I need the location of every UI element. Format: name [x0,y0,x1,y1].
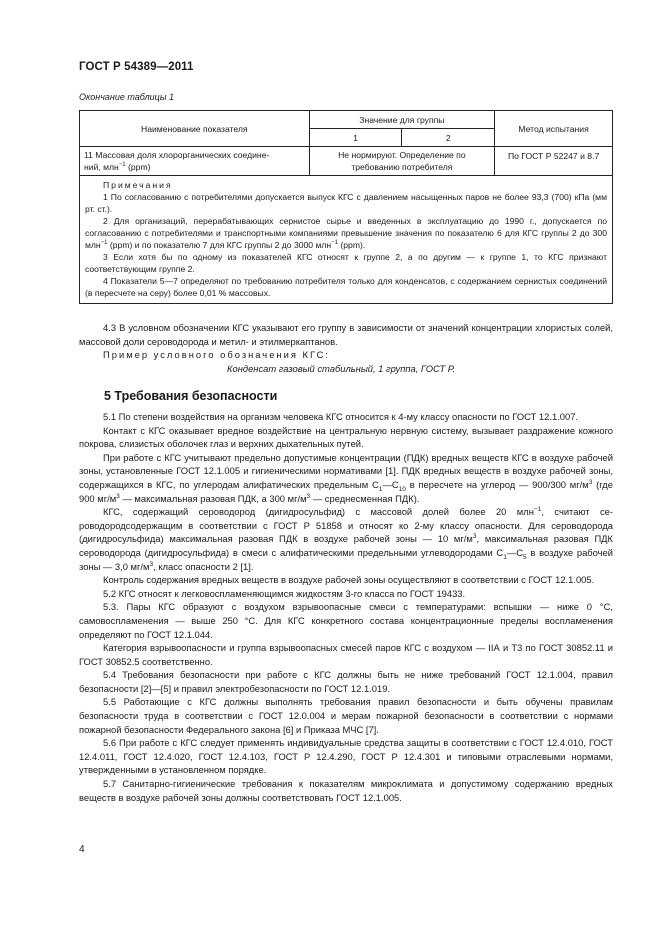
row-11-name: 11 Массовая доля хлорорганических соедине- ний, млн$^{-1}$ (ppm) [80,147,310,176]
paragraph-h2s: КГС, содержащий сероводород (дигидросульфид) с массовой долей более 20 млн$^{-1}$, считают сероводородсодержащим в соответствии с ГОСТ Р 51858 и относят ко 2-му классу опасности. Для сероводорода (дигидросульфида) максимальная разовая ПДК в воздухе рабочей зоны — 10 $мг/м^3$, максимальная разовая ПДК сероводорода (дигидросульфида) в смеси с алифатическими предельными углеводородами $С_1—С_5$ в воздухе рабочей зоны — 3,0 $мг/м^3$, класс опасности 2 [1]. [79,506,614,572]
paragraph-5-6: 5.6 При работе с КГС следует применять индивидуальные средства защиты в соответствии с ГОСТ 12.4.010, ГОСТ 12.4.011, ГОСТ 12.4.020, ГОСТ 12.4.103, ГОСТ Р 12.4.290, ГОСТ Р 12.4.301 и типовыми отраслевыми нормами, утвержденными в установленном порядке. [79,737,613,776]
notes-row [80,176,613,304]
paragraph-contact: Контакт с КГС оказывает вредное воздействие на центральную нервную систему, вызывает раздражение кожного покрова, слизистых оболочек глаз и верхних дыхательных путей. [79,424,613,450]
note-2: 2 Для организаций, перерабатывающих сернистое сырье и введенных в эксплуатацию до 1990 г., допускается по согласованию с потребителями и транспортными компаниями превышение значения по показателю 6 для КГС группы 2 до 300 млн$^{-1}$ (ppm) и по показателю 7 для КГС группы 2 до 3000 млн$^{-1}$ (ppm). [85,216,607,250]
note-4: 4 Показатели 5—7 определяют по требованию потребителя только для конденсатов, с содержанием сернистых соединений (в пересчете на серу) более 0,01 % массовых. [85,276,607,298]
note-1: 1 По согласованию с потребителями допускается выпуск КГС с давлением насыщенных паров не более 93,3 (700) кПа (мм рт. ст.). [85,192,607,214]
row-11-method: По ГОСТ Р 52247 и 8.7 [495,147,613,176]
paragraph-5-3: 5.3. Пары КГС образуют с воздухом взрывоопасные смеси с температурами: вспышки — ниже 0 °С, самовоспламенения — выше 250 °С. Для КГС конкретного состава концентрационные пределы воспламенения определяют по ГОСТ 12.1.044. [79,601,613,640]
col-header-group-1: 1 [309,129,402,147]
document-header: ГОСТ Р 54389—2011 [79,61,194,73]
paragraph-category: Категория взрывоопасности и группа взрывоопасных смесей паров КГС с воздухом — IIА и Т3 по ГОСТ 30852.11 и ГОСТ 30852.5 соответственно. [79,642,613,667]
section-5-body [79,410,613,804]
indicators-table [79,110,613,304]
paragraph-pdk: При работе с КГС учитывают предельно допустимые концентрации (ПДК) вредных веществ КГС в воздухе рабочей зоны, установленные ГОСТ 12.1.005 и гигиеническими нормативами [1]. ПДК вредных веществ в воздухе рабочей зоны, содержащихся в КГС, по углеродам алифатических предельным $С_1—С_{10}$ в пересчете на углерод — 900/300 $мг/м^3$ (где 900 $мг/м^3$ — максимальная разовая ПДК, а 300 $мг/м^3$ — среднесменная ПДК). [79,451,613,504]
example-label: Пример условного обозначения КГС: [103,349,330,361]
section-4-3 [79,321,613,375]
paragraph-control: Контроль содержания вредных веществ в воздухе рабочей зоны осуществляют в соответствии с ГОСТ 12.1.005. [103,574,595,586]
col-header-value: Значение для группы [309,111,495,129]
table-caption: Окончание таблицы 1 [79,92,174,102]
paragraph-5-4: 5.4 Требования безопасности при работе с КГС должны быть не ниже требований ГОСТ 12.1.004, правил безопасности [2]—[5] и правил электробезопасности по ГОСТ 12.1.019. [79,669,613,694]
col-header-name: Наименование показателя [80,111,310,147]
table-row [80,147,613,176]
paragraph-4-3: 4.3 В условном обозначении КГС указывают его группу в зависимости от значений концентрации хлористых солей, массовой доли сероводорода и метил- и этилмеркаптанов. [79,322,613,347]
example-text: Конденсат газовый стабильный, 1 группа, ГОСТ Р. [227,362,456,374]
row-11-value: Не нормируют. Определение по требованию потребителя [309,147,495,176]
paragraph-5-5: 5.5 Работающие с КГС должны выполнять требования правил безопасности и быть обучены правилам безопасности труда в соответствии с ГОСТ 12.0.004 и мерам пожарной безопасности в соответствии с нормами пожарной безопасности Федерального закона [6] и Приказа МЧС [7]. [79,696,613,735]
paragraph-5-2: 5.2 КГС относят к легковоспламеняющимся жидкостям 3-го класса по ГОСТ 19433. [103,587,466,599]
page-number: 4 [79,844,85,855]
table-notes [80,176,613,304]
paragraph-5-7: 5.7 Санитарно-гигиенические требования к показателям микроклимата и допустимому содержанию вредных веществ в воздухе рабочей зоны должны соответствовать ГОСТ 12.1.005. [79,778,613,803]
paragraph-5-1: 5.1 По степени воздействия на организм человека КГС относится к 4-му классу опасности по ГОСТ 12.1.007. [103,411,579,422]
col-header-group-2: 2 [402,129,495,147]
notes-title: Примечания [103,180,173,190]
section-5-title: 5 Требования безопасности [104,389,278,403]
note-3: 3 Если хотя бы по одному из показателей КГС относят к группе 2, а по другим — к группе 1, то КГС признают соответствующим группе 2. [85,252,607,274]
col-header-method: Метод испытания [495,111,613,147]
